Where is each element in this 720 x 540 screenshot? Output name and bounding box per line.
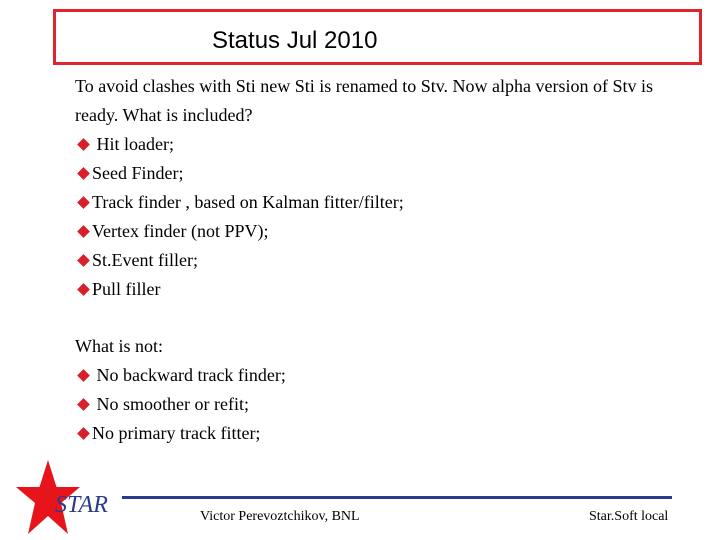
list-item	[75, 275, 675, 304]
diamond-bullet-icon	[77, 197, 90, 210]
list-item-text: No primary track fitter;	[92, 423, 261, 443]
list-item	[75, 419, 675, 448]
diamond-bullet-icon	[77, 168, 90, 181]
not-included-heading: What is not:	[75, 336, 163, 356]
intro-paragraph: To avoid clashes with Sti new Sti is renamed to Stv. Now alpha version of Stv is ready. What is included?	[75, 76, 654, 125]
list-item	[75, 188, 675, 217]
slide-title: Status Jul 2010	[212, 27, 378, 54]
list-item	[75, 390, 675, 419]
footer-project: Star.Soft local	[589, 509, 669, 524]
diamond-bullet-icon	[77, 226, 90, 239]
footer-divider	[122, 496, 672, 499]
diamond-bullet-icon	[77, 139, 90, 152]
star-logo-text: STAR	[55, 492, 108, 518]
list-item	[75, 217, 675, 246]
diamond-bullet-icon	[77, 255, 90, 268]
diamond-bullet-icon	[77, 399, 90, 412]
list-item-text: No backward track finder;	[92, 365, 286, 385]
diamond-bullet-icon	[77, 284, 90, 297]
list-item-text: Track finder , based on Kalman fitter/filter;	[92, 192, 404, 212]
list-item-text: Hit loader;	[92, 134, 174, 154]
title-box	[53, 9, 702, 65]
list-item-text: No smoother or refit;	[92, 394, 249, 414]
diamond-bullet-icon	[77, 428, 90, 441]
spacer	[75, 304, 675, 332]
list-item-text: Pull filler	[92, 279, 161, 299]
list-item	[75, 246, 675, 275]
list-item-text: Vertex finder (not PPV);	[92, 221, 269, 241]
footer-author: Victor Perevoztchikov, BNL	[200, 509, 360, 524]
list-item-text: Seed Finder;	[92, 163, 184, 183]
list-item	[75, 361, 675, 390]
diamond-bullet-icon	[77, 370, 90, 383]
slide-body	[75, 72, 675, 448]
list-item	[75, 130, 675, 159]
list-item	[75, 159, 675, 188]
list-item-text: St.Event filler;	[92, 250, 198, 270]
